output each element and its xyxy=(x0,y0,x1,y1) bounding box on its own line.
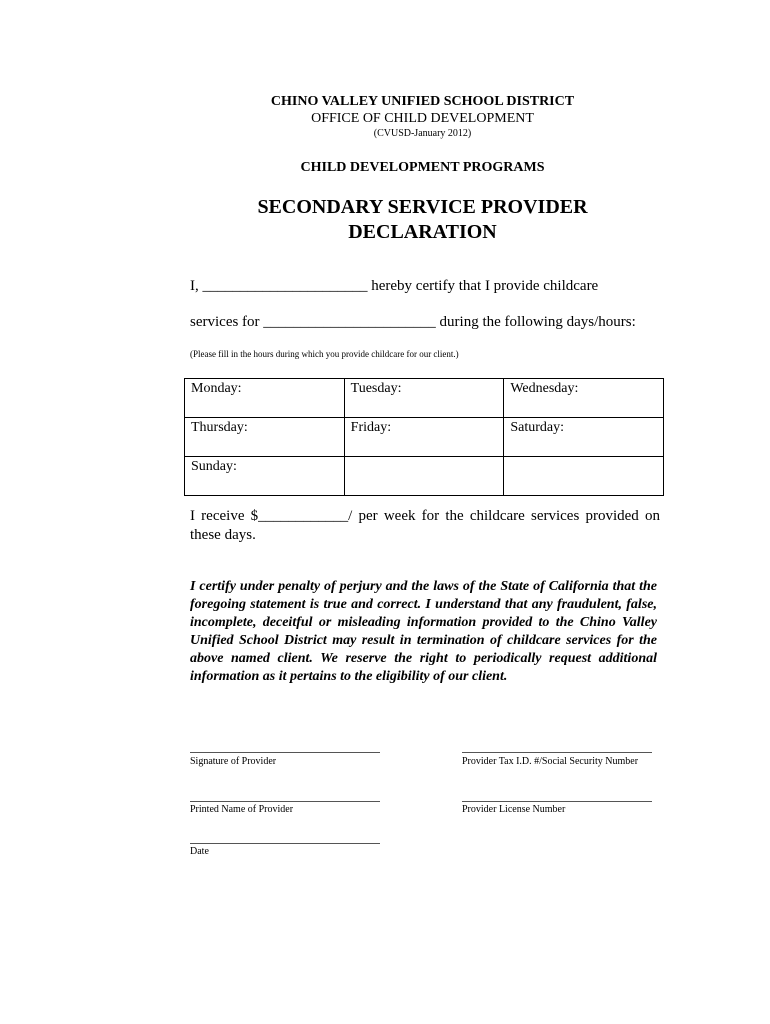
tax-id-line[interactable] xyxy=(462,752,652,753)
schedule-table xyxy=(184,378,664,496)
sunday-label: Sunday: xyxy=(191,459,237,474)
form-title-line2: DECLARATION xyxy=(348,221,497,243)
printed-name-label: Printed Name of Provider xyxy=(190,804,294,815)
thursday-label: Thursday: xyxy=(191,420,248,435)
saturday-label: Saturday: xyxy=(510,420,564,435)
wednesday-cell[interactable] xyxy=(504,379,664,418)
wednesday-label: Wednesday: xyxy=(510,381,579,396)
office-name: OFFICE OF CHILD DEVELOPMENT xyxy=(311,111,534,126)
signature-line[interactable] xyxy=(190,752,380,753)
saturday-cell[interactable] xyxy=(504,418,664,457)
sunday-cell[interactable] xyxy=(185,457,345,496)
monday-cell[interactable] xyxy=(185,379,345,418)
certify-provider-line[interactable]: I, ______________________ hereby certify that I provide childcare xyxy=(190,278,599,294)
tax-id-label: Provider Tax I.D. #/Social Security Number xyxy=(462,756,639,767)
tuesday-cell[interactable] xyxy=(344,379,504,418)
printed-name-line[interactable] xyxy=(190,801,380,802)
revision-date: (CVUSD-January 2012) xyxy=(373,128,472,139)
district-name: CHINO VALLEY UNIFIED SCHOOL DISTRICT xyxy=(270,94,575,109)
thursday-cell[interactable] xyxy=(185,418,345,457)
license-label: Provider License Number xyxy=(462,804,566,815)
certification-statement: I certify under penalty of perjury and the laws of the State of California that the foregoing statement is true and correct. I understand that any fraudulent, false, incomplete, deceitful or misleading information provided to the Chino Valley Unified School District may result in termination of childcare services for the above named client. We reserve the right to periodically request additional information as it pertains to the eligibility of our client. xyxy=(190,579,657,684)
signature-label: Signature of Provider xyxy=(190,756,277,767)
empty-cell xyxy=(504,457,664,496)
monday-label: Monday: xyxy=(191,381,242,396)
program-name: CHILD DEVELOPMENT PROGRAMS xyxy=(300,160,545,175)
hours-instruction: (Please fill in the hours during which you provide childcare for our client.) xyxy=(190,349,459,359)
friday-label: Friday: xyxy=(350,420,392,435)
date-label: Date xyxy=(190,846,209,857)
payment-statement[interactable]: I receive $____________/ per week for the childcare services provided on these days. xyxy=(190,508,660,543)
empty-cell xyxy=(344,457,504,496)
date-line[interactable] xyxy=(190,843,380,844)
license-line[interactable] xyxy=(462,801,652,802)
services-for-line[interactable]: services for _______________________ during the following days/hours: xyxy=(190,314,636,330)
form-title-line1: SECONDARY SERVICE PROVIDER xyxy=(257,196,588,218)
tuesday-label: Tuesday: xyxy=(350,381,402,396)
friday-cell[interactable] xyxy=(344,418,504,457)
